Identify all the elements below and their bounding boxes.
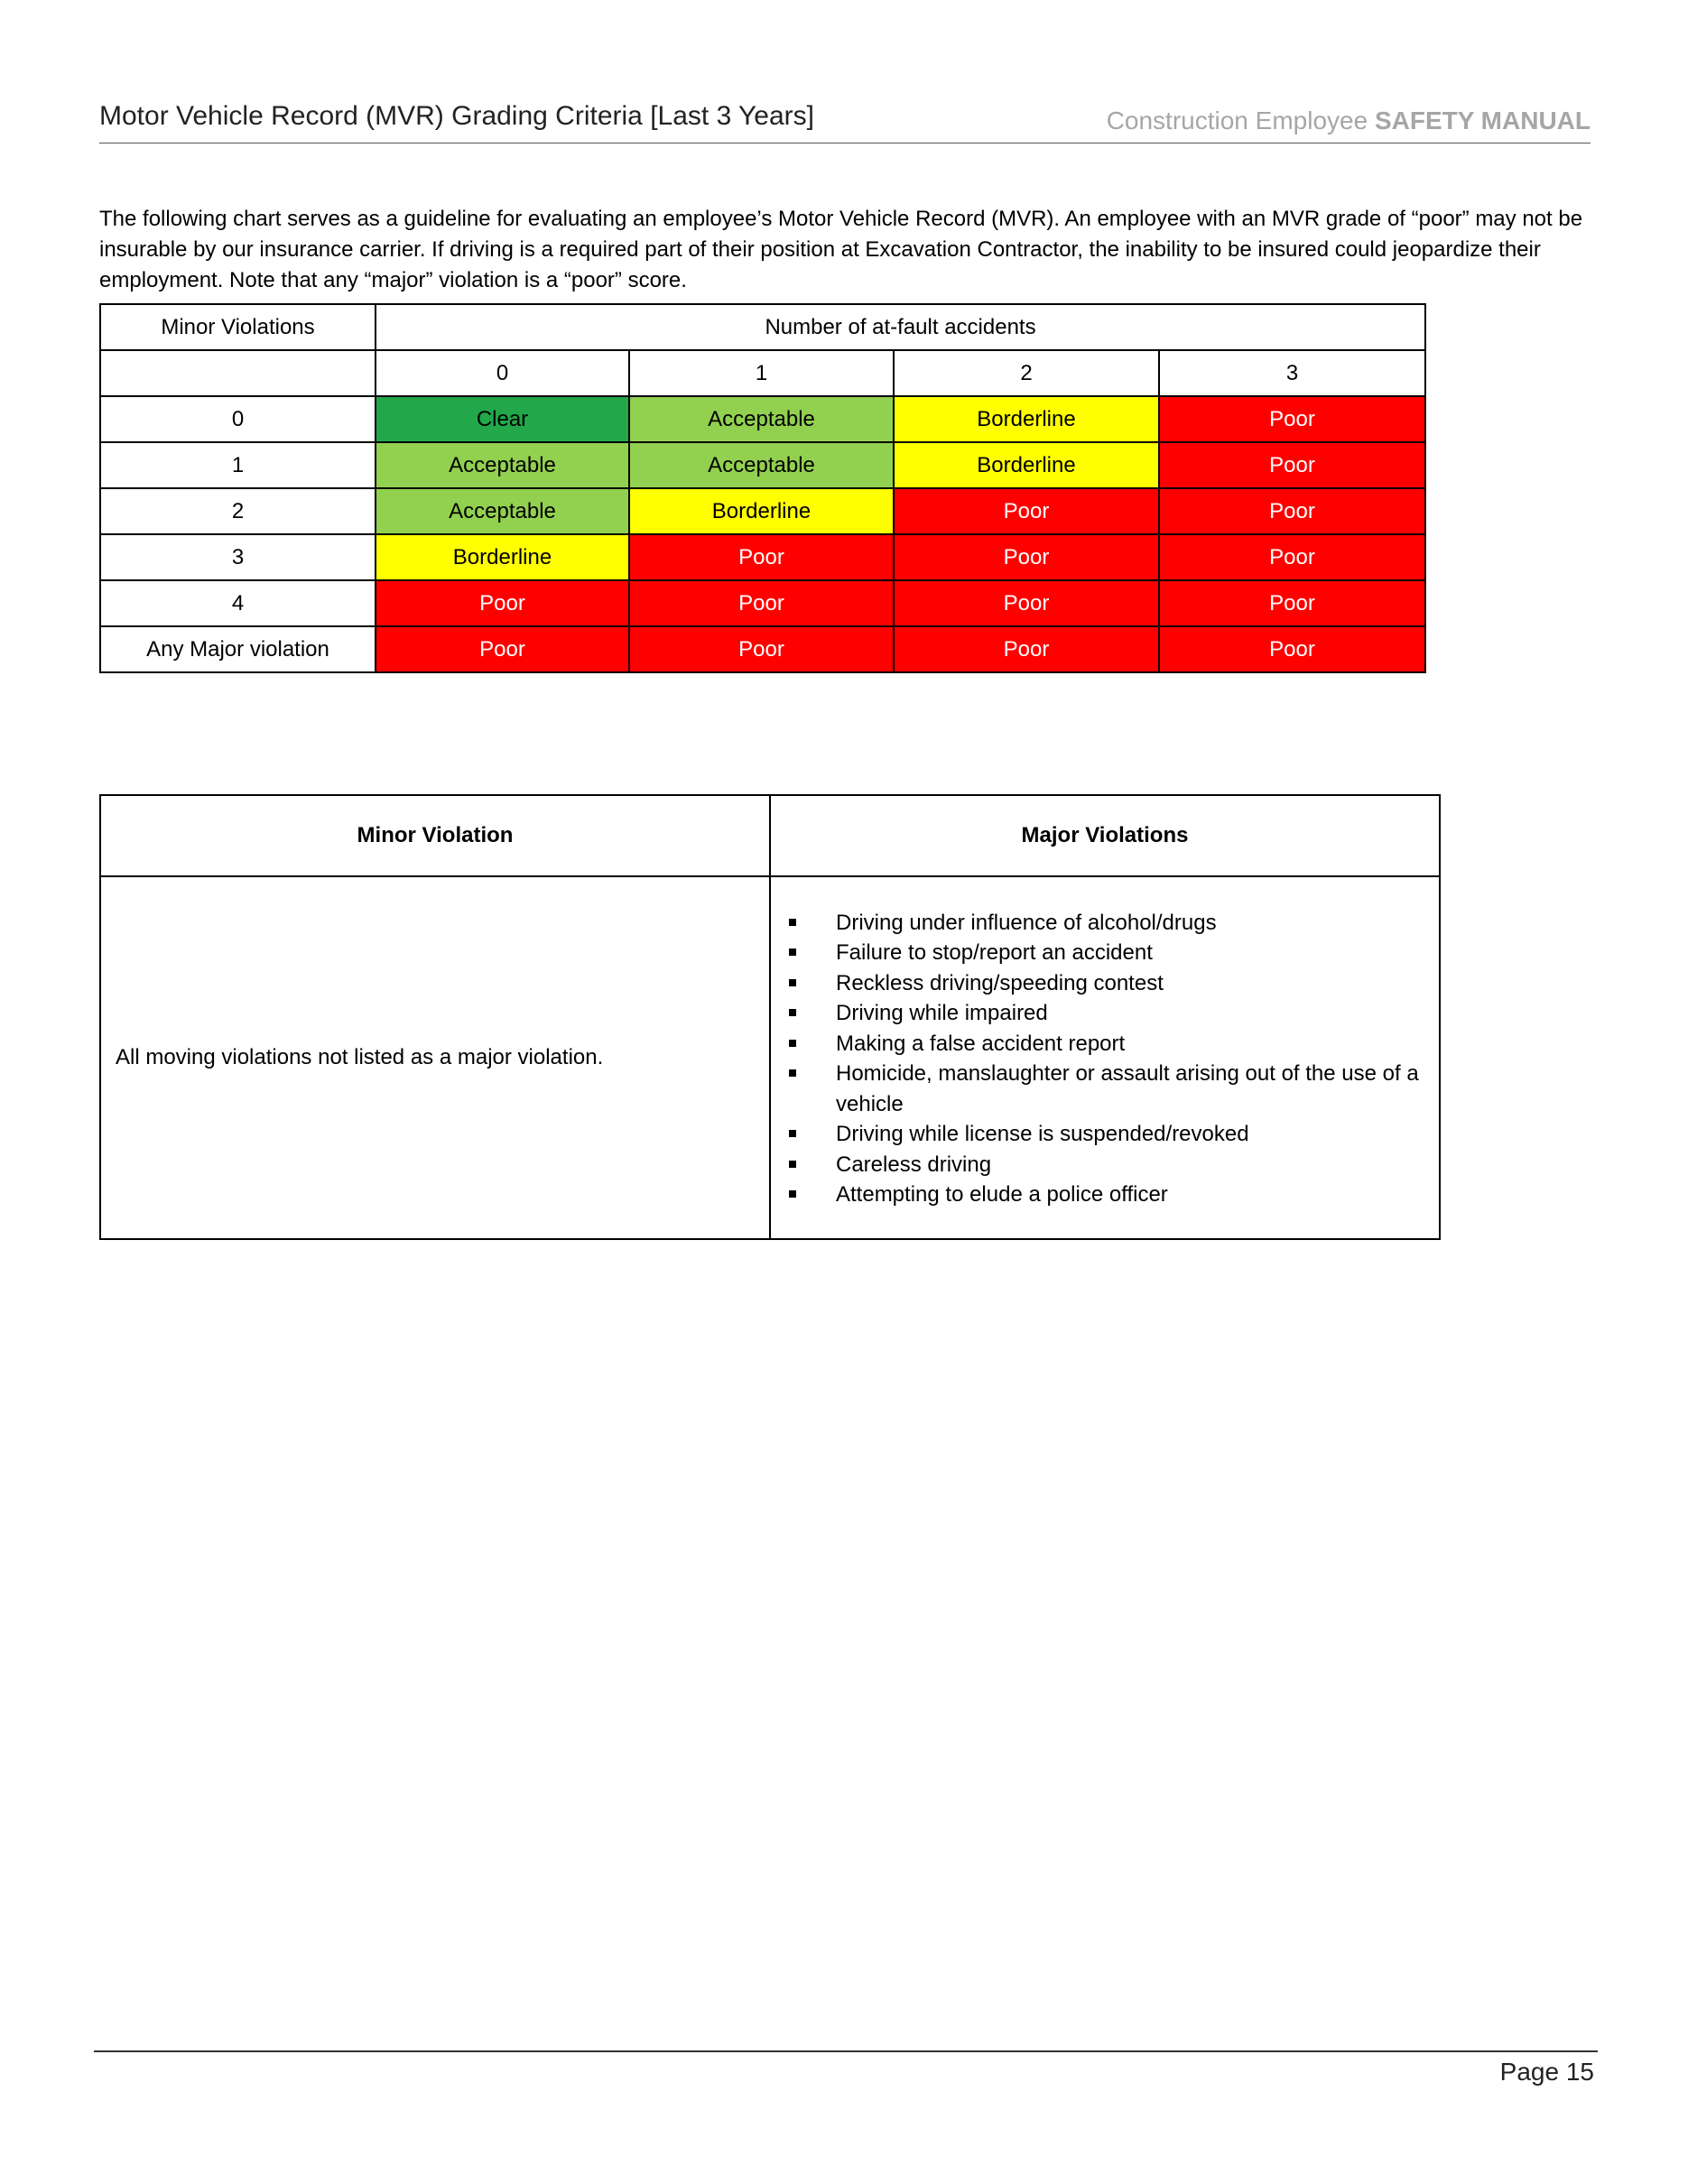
list-item-text: Driving while license is suspended/revoked (836, 1122, 1249, 1146)
grading-row (100, 396, 1425, 442)
grade-cell: Poor (894, 534, 1159, 580)
square-bullet-icon (789, 1161, 796, 1168)
page-header (99, 97, 1591, 143)
grade-cell: Acceptable (629, 442, 894, 488)
column-header-2: 2 (894, 350, 1159, 396)
list-item (789, 1059, 1421, 1119)
grade-cell: Poor (1159, 396, 1425, 442)
list-item (789, 1180, 1421, 1210)
violations-table (99, 794, 1441, 1240)
grade-cell: Poor (376, 580, 629, 626)
major-violations-header: Major Violations (770, 795, 1440, 876)
minor-violation-header: Minor Violation (100, 795, 770, 876)
row-label: 1 (100, 442, 376, 488)
grade-cell: Poor (1159, 626, 1425, 672)
row-label: 3 (100, 534, 376, 580)
page-title: Motor Vehicle Record (MVR) Grading Criteria [Last 3 Years] (99, 101, 814, 131)
list-item-text: Attempting to elude a police officer (836, 1182, 1168, 1207)
manual-title-bold: SAFETY MANUAL (1374, 106, 1591, 134)
column-group-label: Number of at-fault accidents (376, 304, 1425, 350)
grading-columns-row (100, 350, 1425, 396)
list-item (789, 1029, 1421, 1060)
list-item (789, 1119, 1421, 1150)
list-item (789, 1150, 1421, 1180)
page-number: Page 15 (1499, 2058, 1594, 2086)
row-label: Any Major violation (100, 626, 376, 672)
square-bullet-icon (789, 1009, 796, 1016)
grade-cell: Acceptable (376, 442, 629, 488)
square-bullet-icon (789, 949, 796, 956)
row-header-label: Minor Violations (100, 304, 376, 350)
grade-cell: Clear (376, 396, 629, 442)
square-bullet-icon (789, 919, 796, 926)
list-item (789, 908, 1421, 939)
grade-cell: Borderline (376, 534, 629, 580)
grade-cell: Poor (1159, 534, 1425, 580)
minor-violation-cell (100, 876, 770, 1239)
grading-header-row (100, 304, 1425, 350)
grade-cell: Borderline (629, 488, 894, 534)
empty-corner-cell (100, 350, 376, 396)
grade-cell: Poor (894, 488, 1159, 534)
column-header-0: 0 (376, 350, 629, 396)
row-label: 4 (100, 580, 376, 626)
column-header-1: 1 (629, 350, 894, 396)
square-bullet-icon (789, 1130, 796, 1137)
grade-cell: Poor (894, 626, 1159, 672)
minor-violation-text: All moving violations not listed as a major violation. (116, 1045, 604, 1069)
grade-cell: Borderline (894, 442, 1159, 488)
grade-cell: Poor (629, 534, 894, 580)
grading-row (100, 580, 1425, 626)
grade-cell: Poor (1159, 488, 1425, 534)
violations-body-row (100, 876, 1440, 1239)
grade-cell: Acceptable (376, 488, 629, 534)
grading-row (100, 488, 1425, 534)
list-item-text: Making a false accident report (836, 1031, 1126, 1056)
grade-cell: Poor (629, 580, 894, 626)
grading-row (100, 534, 1425, 580)
list-item-text: Failure to stop/report an accident (836, 940, 1153, 965)
list-item-text: Homicide, manslaughter or assault arising out of the use of a vehicle (836, 1061, 1419, 1116)
square-bullet-icon (789, 1069, 796, 1077)
grading-row (100, 442, 1425, 488)
grade-cell: Borderline (894, 396, 1159, 442)
list-item (789, 998, 1421, 1029)
square-bullet-icon (789, 1040, 796, 1047)
grade-cell: Poor (376, 626, 629, 672)
list-item (789, 938, 1421, 968)
list-item-text: Reckless driving/speeding contest (836, 970, 1164, 995)
manual-title-prefix: Construction Employee (1106, 106, 1368, 134)
grade-cell: Poor (894, 580, 1159, 626)
square-bullet-icon (789, 979, 796, 986)
list-item-text: Careless driving (836, 1152, 992, 1177)
square-bullet-icon (789, 1190, 796, 1198)
intro-paragraph: The following chart serves as a guideline for evaluating an employee’s Motor Vehicle Record (MVR). An employee with an MVR grade of “poor” may not be insurable by our insurance carrier. If driving is a required part of their position at Excavation Contractor, the inability to be insured could jeopardize their employment. Note that any “major” violation is a “poor” score. (99, 207, 1583, 292)
manual-title (1107, 106, 1591, 135)
footer-divider (94, 2050, 1598, 2052)
grade-cell: Poor (1159, 580, 1425, 626)
row-label: 0 (100, 396, 376, 442)
grade-cell: Poor (1159, 442, 1425, 488)
row-label: 2 (100, 488, 376, 534)
major-violations-cell (770, 876, 1440, 1239)
grade-cell: Acceptable (629, 396, 894, 442)
list-item (789, 968, 1421, 999)
column-header-3: 3 (1159, 350, 1425, 396)
list-item-text: Driving while impaired (836, 1001, 1048, 1025)
mvr-grading-table (99, 303, 1426, 673)
major-violations-list (771, 888, 1439, 1228)
grade-cell: Poor (629, 626, 894, 672)
violations-header-row (100, 795, 1440, 876)
grading-row (100, 626, 1425, 672)
list-item-text: Driving under influence of alcohol/drugs (836, 910, 1217, 935)
